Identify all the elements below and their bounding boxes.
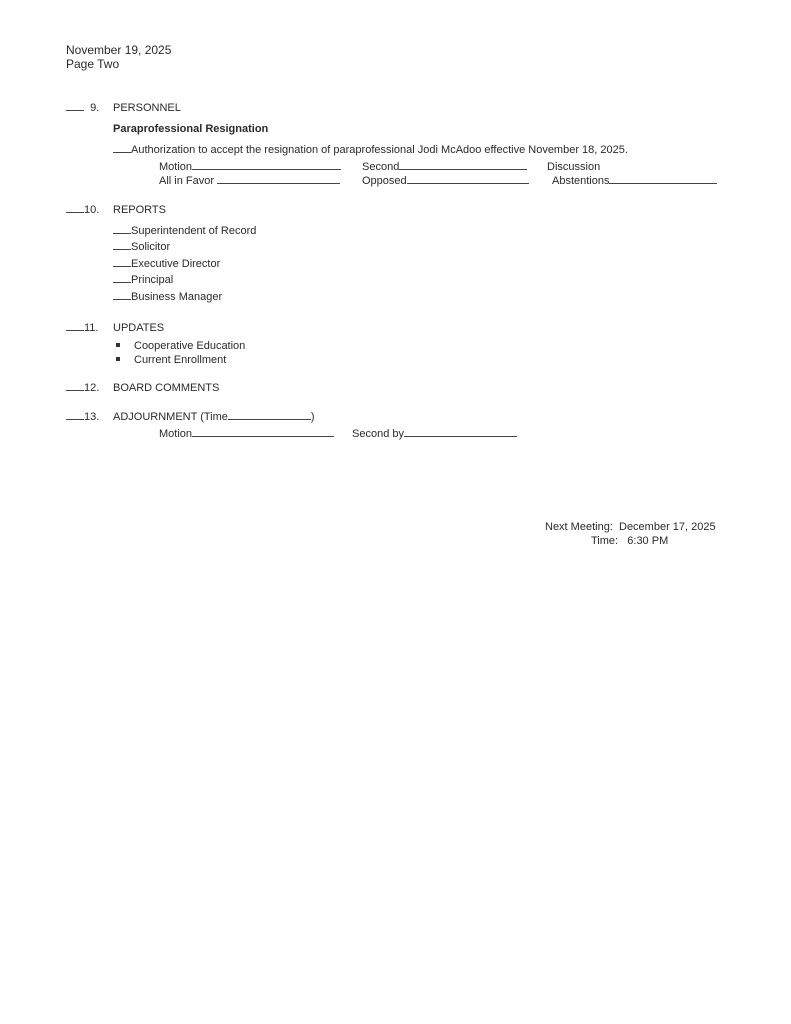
checkbox-blank[interactable] xyxy=(66,329,84,331)
vote-opposed: Opposed xyxy=(362,175,529,188)
second-field[interactable] xyxy=(399,168,527,170)
personnel-action: Authorization to accept the resignation of paraprofessional Jodi McAdoo effective November 18, 2025. xyxy=(113,144,628,157)
checkbox-blank[interactable] xyxy=(66,211,84,213)
checkbox-blank[interactable] xyxy=(66,109,84,111)
all-in-favor-field[interactable] xyxy=(217,182,340,184)
adjournment-motion: Motion xyxy=(159,428,334,441)
item-10-title: REPORTS xyxy=(113,204,166,216)
item-13-heading: 13. xyxy=(66,411,99,424)
update-item: Cooperative Education xyxy=(116,340,245,353)
checkbox-blank[interactable] xyxy=(66,418,84,420)
item-12-title: BOARD COMMENTS xyxy=(113,382,220,394)
item-9-title: PERSONNEL xyxy=(113,102,181,114)
next-meeting-time: Time: 6:30 PM xyxy=(591,535,669,547)
bullet-icon xyxy=(116,357,120,361)
item-9-heading: 9. xyxy=(66,102,99,115)
checkbox-blank[interactable] xyxy=(66,389,84,391)
item-11-title: UPDATES xyxy=(113,322,165,334)
item-10-heading: 10. xyxy=(66,204,99,217)
adjournment-second-field[interactable] xyxy=(404,435,517,437)
report-item: Solicitor xyxy=(113,241,170,254)
bullet-icon xyxy=(116,343,120,347)
personnel-subheading: Paraprofessional Resignation xyxy=(113,123,269,135)
report-item: Executive Director xyxy=(113,258,220,271)
adjournment-second: Second by xyxy=(352,428,517,441)
vote-motion: Motion xyxy=(159,161,341,174)
adjournment-motion-field[interactable] xyxy=(192,435,334,437)
next-meeting: Next Meeting: December 17, 2025 xyxy=(545,521,716,533)
item-11-heading: 11. xyxy=(66,322,98,335)
vote-abstentions: Abstentions xyxy=(552,175,717,188)
report-item: Business Manager xyxy=(113,291,222,304)
item-13-title: ADJOURNMENT (Time ) xyxy=(113,411,315,423)
vote-discussion: Discussion xyxy=(547,161,601,173)
checkbox-blank[interactable] xyxy=(113,265,131,267)
abstentions-field[interactable] xyxy=(609,182,717,184)
page-number: Page Two xyxy=(66,57,120,71)
document-date: November 19, 2025 xyxy=(66,43,172,57)
adjournment-time-field[interactable] xyxy=(228,418,311,420)
report-item: Superintendent of Record xyxy=(113,225,256,238)
report-item: Principal xyxy=(113,274,173,287)
update-item: Current Enrollment xyxy=(116,354,226,367)
vote-second: Second xyxy=(362,161,527,174)
vote-all-in-favor: All in Favor xyxy=(159,175,340,188)
checkbox-blank[interactable] xyxy=(113,248,131,250)
checkbox-blank[interactable] xyxy=(113,232,131,234)
item-12-heading: 12. xyxy=(66,382,99,395)
motion-field[interactable] xyxy=(192,168,341,170)
checkbox-blank[interactable] xyxy=(113,151,131,153)
checkbox-blank[interactable] xyxy=(113,298,131,300)
opposed-field[interactable] xyxy=(407,182,529,184)
checkbox-blank[interactable] xyxy=(113,281,131,283)
